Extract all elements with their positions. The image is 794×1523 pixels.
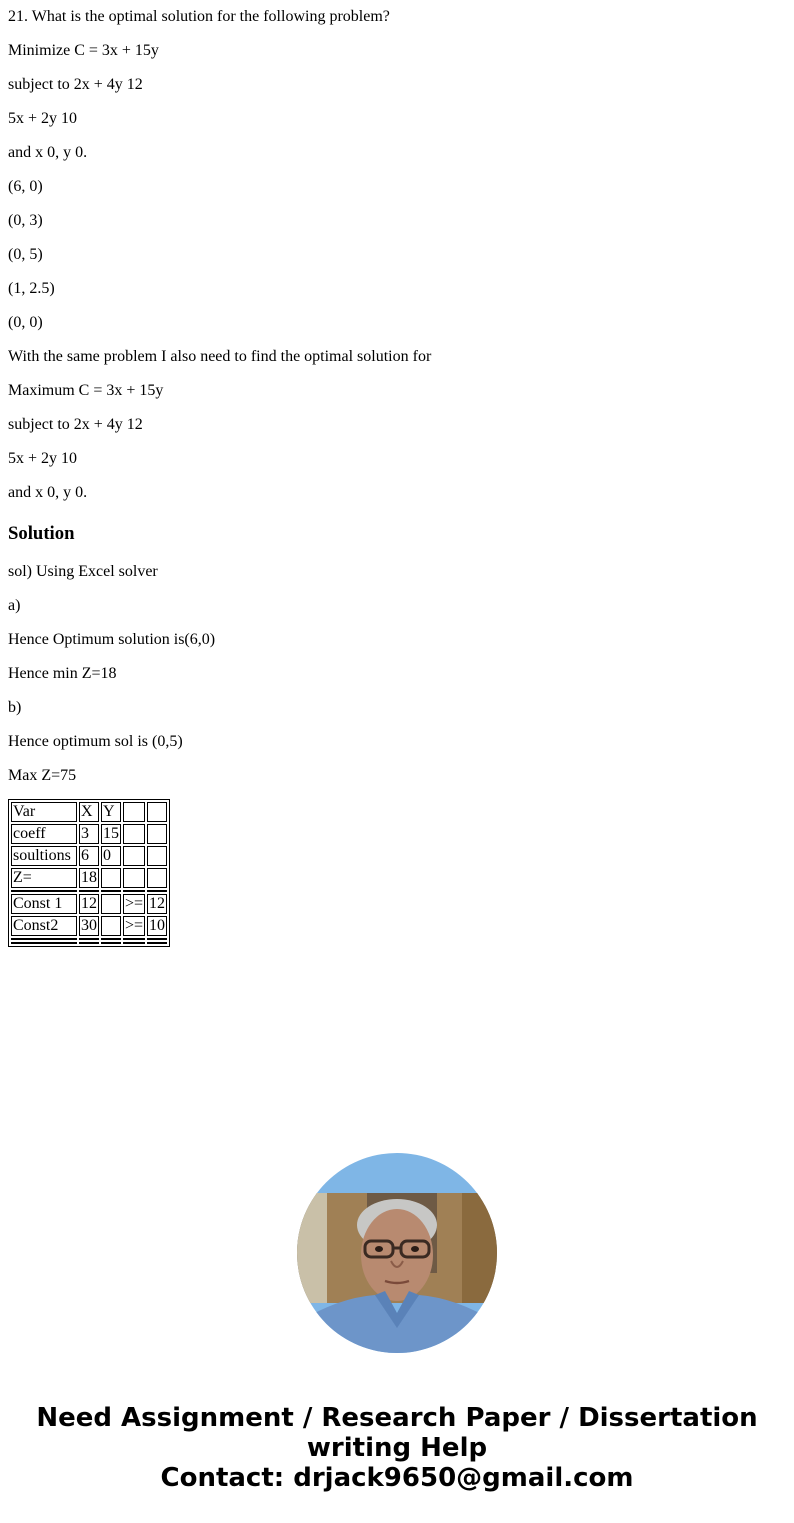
question-line: With the same problem I also need to find the optimal solution for [8,348,432,365]
solution-line: Hence min Z=18 [8,665,117,682]
table-row [11,846,167,866]
table-cell: Var [11,802,77,822]
promo-banner [0,1403,794,1493]
table-cell [147,868,167,888]
question-line: Minimize C = 3x + 15y [8,42,159,59]
table-cell [147,846,167,866]
table-cell [147,824,167,844]
table-cell: 12 [149,895,166,912]
solution-line: sol) Using Excel solver [8,563,158,580]
answer-option: (6, 0) [8,178,43,195]
table-cell: 18 [81,869,97,886]
table-cell: Y [101,802,121,822]
table-cell-empty [147,942,167,944]
question-line: and x 0, y 0. [8,144,88,161]
table-row [11,916,167,936]
answer-option: (0, 0) [8,314,43,331]
table-cell [147,802,167,822]
solution-line: Max Z=75 [8,767,77,784]
table-row [11,894,167,914]
table-cell-empty [79,942,99,944]
promo-contact: Contact: drjack9650@gmail.com [160,1463,634,1493]
question-line: 21. What is the optimal solution for the following problem? [8,8,390,25]
table-cell: Const2 [11,916,77,936]
table-cell [123,868,145,888]
table-row-empty [11,890,167,892]
table-cell: 3 [79,824,99,844]
table-cell: soultions [11,846,77,866]
solution-line: a) [8,597,21,614]
table-cell-empty [79,890,99,892]
answer-option: (0, 5) [8,246,43,263]
solution-line: b) [8,699,22,716]
table-cell-empty [101,942,121,944]
table-cell: 0 [101,846,121,866]
table-row [11,824,167,844]
table-cell-empty [123,942,145,944]
question-line: subject to 2x + 4y 12 [8,76,143,93]
table-row-empty [11,942,167,944]
table-cell-empty [79,938,99,940]
table-cell: 10 [149,917,166,934]
question-content [8,0,788,793]
table-row [11,802,167,822]
table-cell [123,802,145,822]
table-cell [101,868,121,888]
table-row [11,868,167,888]
table-cell-empty [147,938,167,940]
table-cell: coeff [11,824,77,844]
table-cell: Const 1 [11,894,77,914]
solver-table [8,799,170,947]
question-line: 5x + 2y 10 [8,450,78,467]
table-cell: 30 [81,917,97,934]
table-cell: 12 [81,895,97,912]
answer-option: (0, 3) [8,212,43,229]
table-cell: >= [125,917,144,934]
question-line: 5x + 2y 10 [8,110,78,127]
solution-heading: Solution [8,523,75,544]
table-row-empty [11,938,167,940]
table-cell-empty [123,938,145,940]
table-cell-empty [147,890,167,892]
solution-line: Hence optimum sol is (0,5) [8,733,183,750]
table-cell: 6 [79,846,99,866]
table-cell: >= [125,895,144,912]
author-avatar [297,1153,497,1353]
table-cell [101,894,121,914]
table-cell [101,916,121,936]
table-cell-empty [123,890,145,892]
table-cell-empty [11,938,77,940]
promo-line: Need Assignment / Research Paper / Dissertation [36,1403,758,1433]
table-cell: 15 [103,825,119,842]
author-photo [297,1153,497,1353]
table-cell-empty [11,942,77,944]
table-cell-empty [101,890,121,892]
question-line: Maximum C = 3x + 15y [8,382,164,399]
table-cell [123,846,145,866]
table-cell-empty [101,938,121,940]
table-cell: Z= [11,868,77,888]
question-line: subject to 2x + 4y 12 [8,416,143,433]
question-line: and x 0, y 0. [8,484,88,501]
table-cell-empty [11,890,77,892]
answer-option: (1, 2.5) [8,280,55,297]
table-cell: X [79,802,99,822]
table-cell [123,824,145,844]
solution-line: Hence Optimum solution is(6,0) [8,631,216,648]
promo-line: writing Help [306,1433,488,1463]
